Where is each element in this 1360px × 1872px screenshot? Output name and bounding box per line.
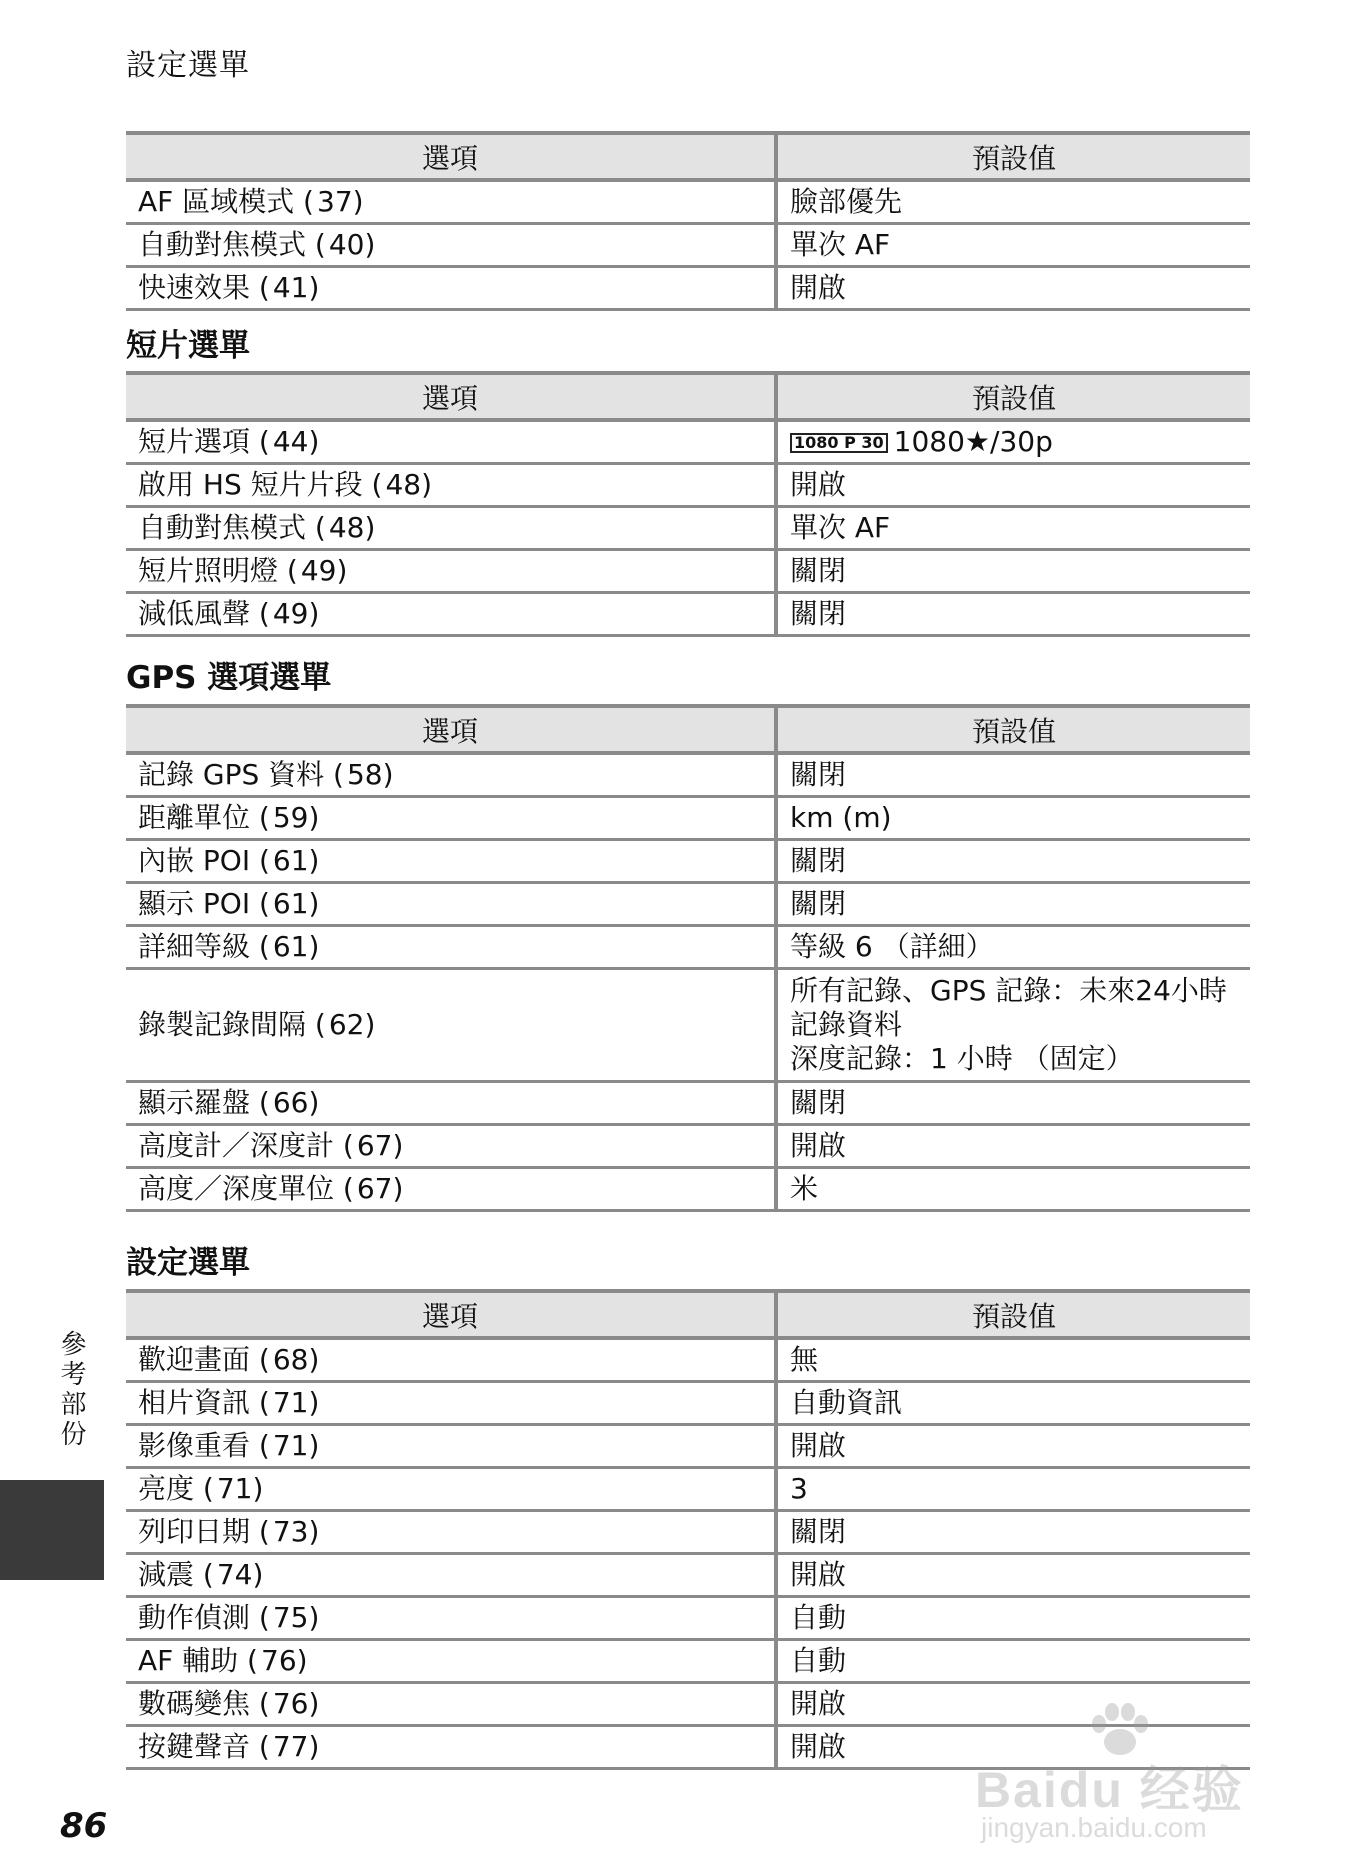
default-cell: 開啟 [776,1726,1250,1769]
table-row [126,1382,1250,1425]
option-label: 錄製記錄間隔 ( [138,1008,326,1041]
page-ref: 67) [356,1172,404,1205]
default-cell: 開啟 [776,1683,1250,1726]
camera-settings-table [126,131,1250,311]
side-tab-marker [0,1480,104,1580]
option-cell [126,1554,776,1597]
watermark-brand: Baidu 经验 [975,1762,1244,1818]
table-header-row [126,133,1250,180]
table-header-row [126,706,1250,753]
page-number-value: 86 [60,1806,108,1846]
table-row [126,1640,1250,1683]
default-line: 所有記錄、GPS 記錄：未來24小時 [790,974,1227,1007]
option-label: 高度計／深度計 ( [138,1129,354,1162]
default-cell: 開啟 [776,1425,1250,1468]
table-row [126,224,1250,267]
option-label: 影像重看 ( [138,1429,270,1462]
page-ref: 59) [272,801,320,834]
table-row [126,969,1250,1082]
default-cell: 關閉 [776,593,1250,636]
option-label: 快速效果 ( [138,271,270,304]
default-column-header: 預設值 [776,706,1250,753]
option-cell [126,593,776,636]
default-cell [776,969,1250,1082]
option-label: 短片照明燈 ( [138,554,298,587]
section-heading: GPS 選項選單 [126,660,332,696]
table-row [126,550,1250,593]
section-heading: 設定選單 [126,1245,250,1281]
option-label: 距離單位 ( [138,801,270,834]
default-cell: 單次 AF [776,507,1250,550]
default-cell: 自動 [776,1597,1250,1640]
page-ref: 61) [272,844,320,877]
default-cell: 等級 6 （詳細） [776,926,1250,969]
default-cell: 開啟 [776,267,1250,310]
option-label: 顯示 POI ( [138,887,270,920]
default-cell: 關閉 [776,753,1250,797]
option-cell [126,1168,776,1211]
page-ref: 37) [317,185,364,218]
page-ref: 77) [272,1730,320,1763]
option-label: 高度／深度單位 ( [138,1172,354,1205]
option-cell [126,420,776,464]
option-cell [126,1726,776,1769]
table-row [126,1125,1250,1168]
option-column-header: 選項 [126,1291,776,1338]
watermark-url: jingyan.baidu.com [981,1812,1207,1843]
option-cell [126,224,776,267]
page-ref: 66) [272,1086,320,1119]
page-ref: 71) [272,1386,320,1419]
table-row [126,1168,1250,1211]
option-label: 內嵌 POI ( [138,844,270,877]
movie-mode-icon: 1080 P 30 [790,433,888,453]
option-label: 減低風聲 ( [138,597,270,630]
default-cell: 關閉 [776,1082,1250,1125]
option-label: 按鍵聲音 ( [138,1730,270,1763]
page-ref: 73) [272,1515,320,1548]
default-cell: 單次 AF [776,224,1250,267]
table-row [126,1338,1250,1382]
option-cell [126,1597,776,1640]
table-row [126,1597,1250,1640]
option-cell [126,267,776,310]
page-ref: 74) [216,1558,264,1591]
option-cell [126,1338,776,1382]
default-cell: 臉部優先 [776,180,1250,224]
option-cell [126,840,776,883]
side-section-label: 參考部份 [56,1330,86,1450]
option-label: AF 區域模式 ( [138,185,314,218]
page-number [60,1806,107,1846]
option-label: 減震 ( [138,1558,214,1591]
default-column-header: 預設值 [776,1291,1250,1338]
table-row [126,420,1250,464]
option-cell [126,1125,776,1168]
default-cell: 關閉 [776,1511,1250,1554]
option-label: 啟用 HS 短片片段 ( [138,468,383,501]
option-label: 亮度 ( [138,1472,214,1505]
option-column-header: 選項 [126,373,776,420]
default-cell: 開啟 [776,1554,1250,1597]
option-column-header: 選項 [126,706,776,753]
default-cell: 關閉 [776,550,1250,593]
option-cell [126,507,776,550]
default-cell: 開啟 [776,1125,1250,1168]
page-ref: 76) [272,1687,320,1720]
table-row [126,1554,1250,1597]
option-cell [126,1425,776,1468]
setup-menu-table [126,1289,1250,1770]
option-cell [126,797,776,840]
option-column-header: 選項 [126,133,776,180]
default-column-header: 預設值 [776,373,1250,420]
default-column-header: 預設值 [776,133,1250,180]
table-row [126,883,1250,926]
option-cell [126,1683,776,1726]
default-cell: 自動 [776,1640,1250,1683]
option-label: 自動對焦模式 ( [138,228,326,261]
page-ref: 67) [356,1129,404,1162]
default-cell: 米 [776,1168,1250,1211]
page-ref: 61) [272,930,320,963]
option-cell [126,464,776,507]
gps-options-table [126,704,1250,1212]
table-row [126,797,1250,840]
table-row [126,1082,1250,1125]
page-ref: 49) [300,554,348,587]
movie-menu-table [126,371,1250,637]
page-ref: 75) [272,1601,320,1634]
default-cell: 無 [776,1338,1250,1382]
table-row [126,593,1250,636]
option-cell [126,1640,776,1683]
page-ref: 68) [272,1343,320,1376]
default-line: 深度記錄：1 小時 （固定） [790,1042,1134,1075]
page-ref: 40) [328,228,376,261]
default-cell [776,420,1250,464]
watermark [975,1700,1295,1850]
option-label: 列印日期 ( [138,1515,270,1548]
page-ref: 71) [216,1472,264,1505]
option-label: 詳細等級 ( [138,930,270,963]
default-value: 1080★/30p [893,425,1053,458]
default-line: 記錄資料 [790,1008,903,1041]
page-ref: 41) [272,271,320,304]
option-label: AF 輔助 ( [138,1644,258,1677]
table-row [126,464,1250,507]
option-label: 歡迎畫面 ( [138,1343,270,1376]
page-ref: 58) [346,758,394,791]
table-row [126,753,1250,797]
page-ref: 49) [272,597,320,630]
option-label: 記錄 GPS 資料 ( [138,758,344,791]
default-cell: 3 [776,1468,1250,1511]
table-row [126,1511,1250,1554]
table-row [126,840,1250,883]
table-row [126,926,1250,969]
option-cell [126,180,776,224]
table-header-row [126,1291,1250,1338]
option-label: 顯示羅盤 ( [138,1086,270,1119]
option-label: 短片選項 ( [138,425,270,458]
running-head: 設定選單 [126,48,250,83]
default-cell: 關閉 [776,883,1250,926]
option-label: 相片資訊 ( [138,1386,270,1419]
section-heading: 短片選單 [126,328,250,364]
table-row [126,1468,1250,1511]
table-row [126,180,1250,224]
option-cell [126,1511,776,1554]
table-row [126,507,1250,550]
page-ref: 48) [328,511,376,544]
table-header-row [126,373,1250,420]
option-cell [126,883,776,926]
default-cell: 開啟 [776,464,1250,507]
option-cell [126,753,776,797]
table-row [126,267,1250,310]
option-cell [126,969,776,1082]
default-cell: km (m) [776,797,1250,840]
page-ref: 48) [385,468,433,501]
page-ref: 71) [272,1429,320,1462]
option-cell [126,1082,776,1125]
option-cell [126,550,776,593]
page-ref: 76) [261,1644,308,1677]
option-cell [126,926,776,969]
default-cell: 自動資訊 [776,1382,1250,1425]
page-ref: 62) [328,1008,376,1041]
table-row [126,1425,1250,1468]
option-label: 自動對焦模式 ( [138,511,326,544]
default-cell: 關閉 [776,840,1250,883]
option-label: 動作偵測 ( [138,1601,270,1634]
option-label: 數碼變焦 ( [138,1687,270,1720]
option-cell [126,1468,776,1511]
page-ref: 44) [272,425,320,458]
option-cell [126,1382,776,1425]
page-ref: 61) [272,887,320,920]
